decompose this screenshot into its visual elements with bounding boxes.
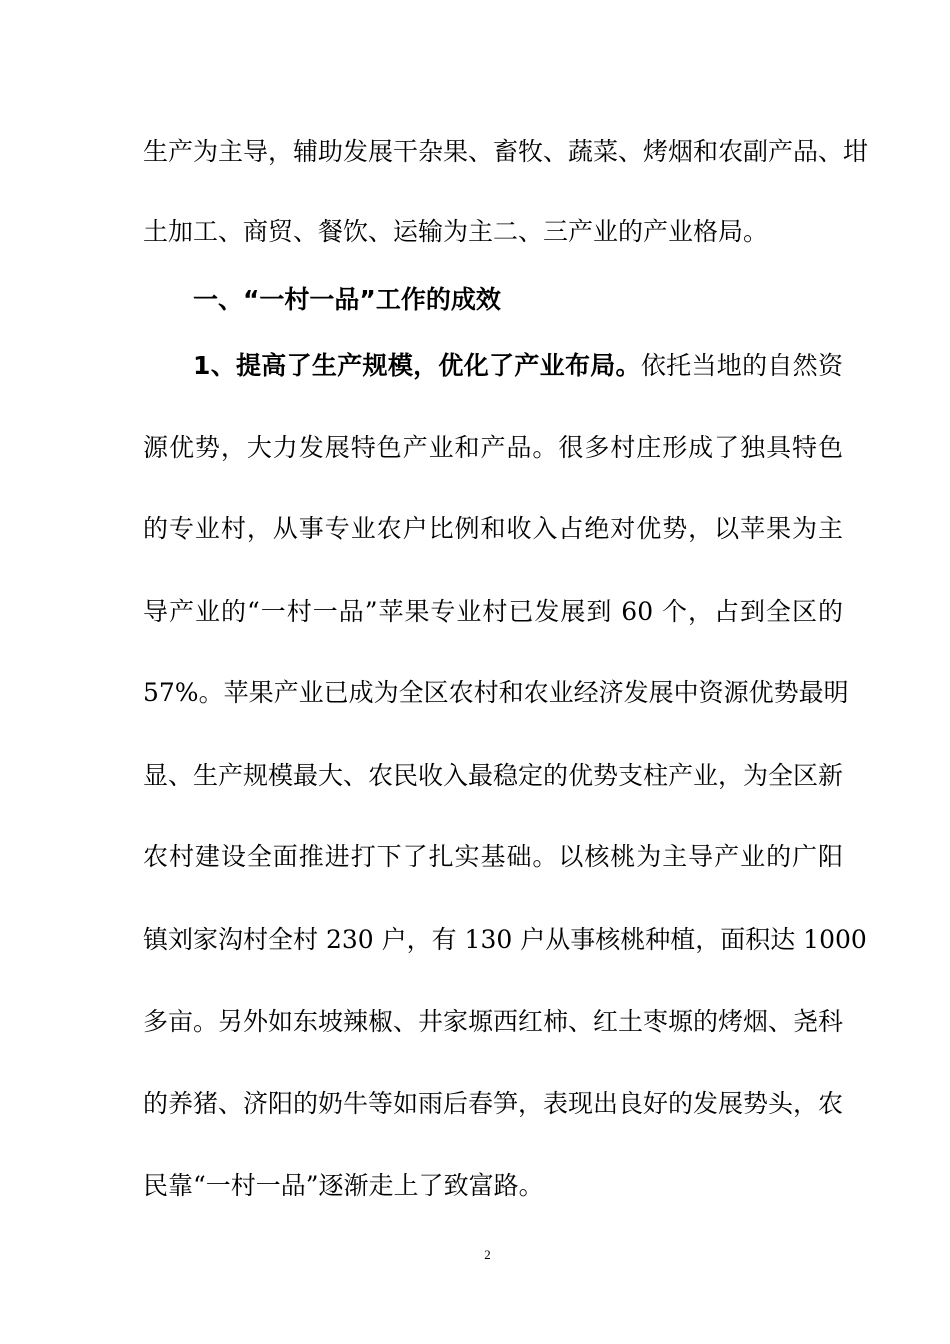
paragraph-line: 57%。苹果产业已成为全区农村和农业经济发展中资源优势最明	[143, 678, 849, 707]
paragraph-line: 民靠“一村一品”逐渐走上了致富路。	[143, 1171, 544, 1200]
paragraph-line: 镇刘家沟村全村 230 户，有 130 户从事核桃种植，面积达 1000	[143, 925, 867, 954]
paragraph-line: 显、生产规模最大、农民收入最稳定的优势支柱产业，为全区新	[143, 761, 844, 790]
paragraph-line: 土加工、商贸、餐饮、运输为主二、三产业的产业格局。	[143, 217, 769, 246]
paragraph-line: 多亩。另外如东坡辣椒、井家塬西红柿、红土枣塬的烤烟、尧科	[143, 1007, 844, 1036]
paragraph-first-line	[193, 351, 843, 381]
paragraph-line: 导产业的“一村一品”苹果专业村已发展到 60 个，占到全区的	[143, 597, 843, 626]
section-heading: 一、“一村一品”工作的成效	[193, 285, 501, 314]
page-number: 2	[484, 1247, 491, 1262]
paragraph-first-rest: 依托当地的自然资	[640, 351, 843, 380]
paragraph-line: 的专业村，从事专业农户比例和收入占绝对优势，以苹果为主	[143, 514, 843, 543]
paragraph-line: 的养猪、济阳的奶牛等如雨后春笋，表现出良好的发展势头，农	[143, 1089, 844, 1118]
paragraph-lead-bold: 1、提高了生产规模，优化了产业布局。	[193, 351, 641, 380]
paragraph-line: 生产为主导，辅助发展干杂果、畜牧、蔬菜、烤烟和农副产品、坩	[143, 137, 869, 166]
paragraph-line: 源优势，大力发展特色产业和产品。很多村庄形成了独具特色	[143, 433, 843, 462]
paragraph-line: 农村建设全面推进打下了扎实基础。以核桃为主导产业的广阳	[143, 842, 843, 871]
